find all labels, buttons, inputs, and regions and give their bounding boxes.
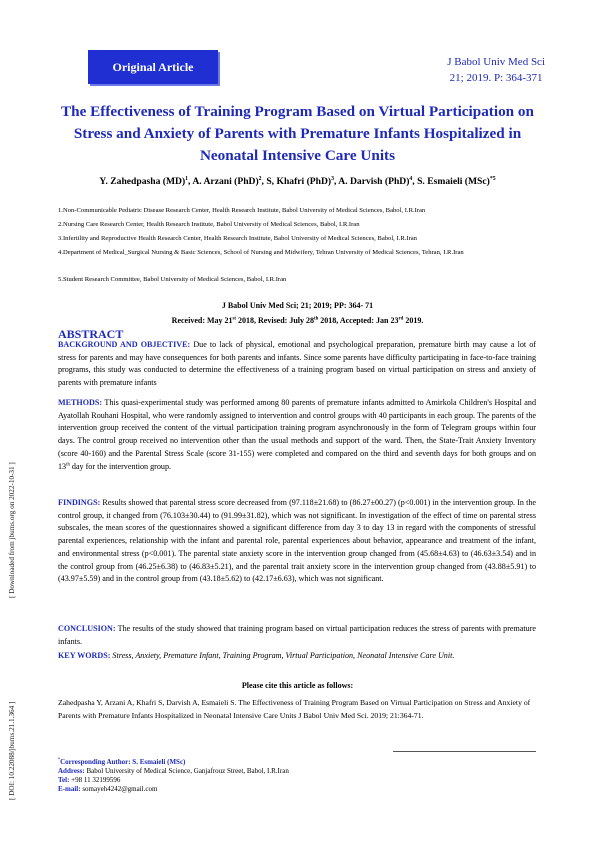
author-list [40,176,555,187]
article-title [40,101,555,167]
section-heading: BACKGROUND AND OBJECTIVE: [58,340,191,349]
title-line: The Effectiveness of Training Program Based on Virtual Participation on [61,103,534,120]
section-heading: METHODS: [58,398,103,407]
citation-text: Zahedpasha Y, Arzani A, Khafri S, Darvish A, Esmaieli S. The Effectiveness of Training Program Based on Virtual Participation on Stress and Anxiety of Parents with Premature Infants Hospitalized in Neonatal Intensive Care Units J Babol Univ Med Sci. 2019; 21:364-71. [58,698,531,720]
affiliation: 1.Non-Communicable Pediatric Disease Research Center, Health Research Institute, Babol University of Medical Sciences, Babol, I.R.Iran [58,207,426,214]
journal-name: J Babol Univ Med Sci [447,56,545,68]
doi-watermark[interactable]: [ DOI: 10.22088/jbums.21.1.364 ] [8,701,16,800]
section-heading: KEY WORDS: [58,651,111,660]
section-heading: CONCLUSION: [58,624,116,633]
corresponding-author-block: *Corresponding Author: S. Esmaieli (MSc) Address: Babol University of Medical Science, Ganjafrouz Street, Babol, I.R.Iran Tel: +98 11 32199596 E-mail: somayeh4242@gmail.com [58,756,289,793]
background-section: BACKGROUND AND OBJECTIVE: Due to lack of physical, emotional and psychological preparation, premature birth may cause a lot of stress for parents and may have consequences for both parents and infants. Since some parents have difficulty participating in face-to-face training programs, this study was conducted to determine the effectiveness of a training program based on virtual participation on stress and anxiety of parents with premature infants [58,340,537,388]
journal-citation-line: J Babol Univ Med Sci; 21; 2019; PP: 364- 71 [221,301,374,310]
affiliation: 4.Department of Medical_Surgical Nursing & Basic Sciences, School of Nursing and Midwifery, Tehran University of Medical Sciences, Tehran, I.R.Iran [58,249,464,256]
cite-heading: Please cite this article as follows: [241,681,354,690]
conclusion-section: CONCLUSION: The results of the study showed that training program based on virtual participation reduces the stress of parents with premature infants. [58,624,536,646]
author: Y. Zahedpasha (MD)$^1$, [99,175,193,187]
telephone: +98 11 32199596 [69,776,121,784]
journal-volume: 21; 2019. P: 364-371 [449,72,543,84]
title-line: Stress and Anxiety of Parents with Premature Infants Hospitalized in [73,125,522,142]
author: S, Khafri (PhD)$^3$, [266,175,339,187]
dates-line: Received: May 21st 2018, Revised: July 28th 2018, Accepted: Jan 23rd 2019. [171,316,424,325]
address: Babol University of Medical Science, Ganjafrouz Street, Babol, I.R.Iran [84,767,289,775]
findings-section: FINDINGS: Results showed that parental stress score decreased from (97.118±21.68) to (86.27±00.27) (p<0.001) in the intervention group. In the control group, it changed from (76.103±30.44) to (91.99±31.82), which was not significant. In investigation of the effect of time on parental stress subscales, the mean scores of the questionnaires showed a significant difference from day 3 to day 13 in regard with the components of stressful parental experiences, relationship with the infant and parental role, parental experiences about behavior, appearance and treatment of the infant, and environmental stress (p<0.001). The parental state anxiety score in the intervention group changed from (45.68±4.63) to (46.63±3.54) and in the control group from (46.25±6.38) to (46.83±5.21), and the parental trait anxiety score in the intervention group changed from (43.88±5.91) to (43.97±5.59) and in the control group from (43.18±5.62) to (42.17±6.63), which was not significant. [58,498,536,584]
author: A. Darvish (PhD)$^4$, [338,175,418,187]
author: A. Arzani (PhD)$^2$, [192,175,267,187]
author: S. Esmaieli (MSc)$^{*5}$ [417,175,496,187]
affiliation: 2.Nursing Care Research Center, Health Research Institute, Babol University of Medical Sciences, Babol, I.R.Iran [58,221,360,228]
title-line: Neonatal Intensive Care Units [199,147,396,164]
corresponding-author: *Corresponding Author: S. Esmaieli (MSc) [58,756,186,766]
footnote-divider [393,751,536,752]
journal-info [447,54,545,86]
article-type-badge: Original Article [88,50,218,84]
affiliation: 3.Infertility and Reproductive Health Research Center, Health Research Institute, Babol University of Medical Sciences, Babol, I.R.Iran [58,235,417,242]
abstract-heading: ABSTRACT [58,327,124,341]
methods-section: METHODS: This quasi-experimental study was performed among 80 parents of premature infants admitted to Amirkola Children's Hospital and Ayatollah Rouhani Hospital, who were randomly assigned to intervention and control groups with 40 participants in each group. The parents of the intervention group received the content of the virtual participation training program asynchronously in the form of Telegram groups within four days. The control group received no intervention other than the usual methods and support of the ward. Then, the State-Trait Anxiety Inventory (score 40-160) and the Parental Stress Scale (score 31-155) were completed and compared on the third and seventh days for both groups and on 13th day for the intervention group. [58,398,536,471]
affiliation: 5.Student Research Committee, Babol University of Medical Sciences, Babol, I.R.Iran [58,276,287,283]
section-heading: FINDINGS: [58,498,101,507]
download-watermark: [ Downloaded from jbums.org on 2022-10-31 ] [8,462,16,598]
keywords: KEY WORDS: Stress, Anxiety, Premature Infant, Training Program, Virtual Participation, Neonatal Intensive Care Unit. [58,651,455,660]
email[interactable]: somayeh4242@gmail.com [80,785,158,793]
